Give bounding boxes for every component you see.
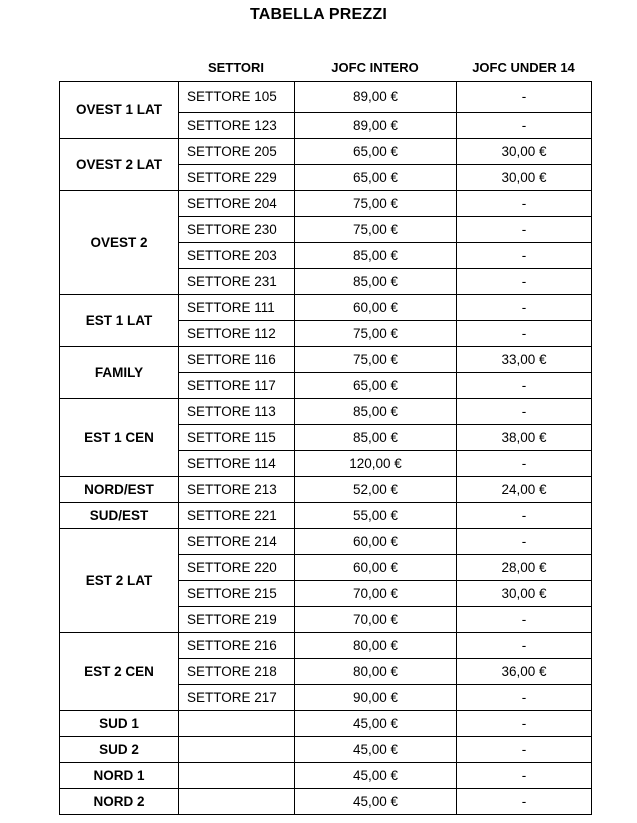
price-under14-cell: -	[457, 711, 592, 737]
price-under14-cell: 28,00 €	[457, 555, 592, 581]
price-intero-cell: 45,00 €	[295, 789, 457, 815]
price-under14-cell: 36,00 €	[457, 659, 592, 685]
sector-cell: SETTORE 214	[179, 529, 295, 555]
price-under14-cell: -	[457, 269, 592, 295]
sector-cell: SETTORE 204	[179, 191, 295, 217]
header-jofc-intero: JOFC INTERO	[331, 60, 419, 75]
price-intero-cell: 89,00 €	[295, 82, 457, 113]
table-row	[60, 711, 592, 737]
table-row	[60, 503, 592, 529]
zone-cell: EST 1 CEN	[60, 399, 179, 477]
sector-cell: SETTORE 218	[179, 659, 295, 685]
price-under14-cell: -	[457, 373, 592, 399]
price-intero-cell: 90,00 €	[295, 685, 457, 711]
sector-cell: SETTORE 230	[179, 217, 295, 243]
sector-cell: SETTORE 105	[179, 82, 295, 113]
table-row	[60, 295, 592, 321]
price-intero-cell: 70,00 €	[295, 607, 457, 633]
price-intero-cell: 85,00 €	[295, 243, 457, 269]
sector-cell: SETTORE 213	[179, 477, 295, 503]
price-under14-cell: -	[457, 737, 592, 763]
price-under14-cell: -	[457, 763, 592, 789]
price-intero-cell: 60,00 €	[295, 295, 457, 321]
sector-cell	[179, 789, 295, 815]
zone-cell: EST 2 CEN	[60, 633, 179, 711]
price-intero-cell: 65,00 €	[295, 165, 457, 191]
price-under14-cell: -	[457, 295, 592, 321]
zone-cell: NORD/EST	[60, 477, 179, 503]
sector-cell: SETTORE 215	[179, 581, 295, 607]
price-under14-cell: -	[457, 113, 592, 139]
price-under14-cell: -	[457, 685, 592, 711]
price-intero-cell: 80,00 €	[295, 659, 457, 685]
sector-cell: SETTORE 111	[179, 295, 295, 321]
sector-cell	[179, 763, 295, 789]
sector-cell: SETTORE 220	[179, 555, 295, 581]
price-under14-cell: -	[457, 217, 592, 243]
zone-cell: SUD 2	[60, 737, 179, 763]
zone-cell: NORD 2	[60, 789, 179, 815]
table-row	[60, 347, 592, 373]
sector-cell: SETTORE 205	[179, 139, 295, 165]
zone-cell: SUD 1	[60, 711, 179, 737]
zone-cell: OVEST 2 LAT	[60, 139, 179, 191]
header-settori: SETTORI	[207, 60, 265, 75]
price-under14-cell: -	[457, 633, 592, 659]
zone-cell: EST 2 LAT	[60, 529, 179, 633]
price-intero-cell: 89,00 €	[295, 113, 457, 139]
price-intero-cell: 75,00 €	[295, 347, 457, 373]
price-under14-cell: 33,00 €	[457, 347, 592, 373]
price-intero-cell: 65,00 €	[295, 373, 457, 399]
price-under14-cell: 30,00 €	[457, 165, 592, 191]
price-under14-cell: 38,00 €	[457, 425, 592, 451]
price-under14-cell: -	[457, 321, 592, 347]
price-under14-cell: -	[457, 529, 592, 555]
zone-cell: EST 1 LAT	[60, 295, 179, 347]
price-under14-cell: -	[457, 607, 592, 633]
zone-cell: FAMILY	[60, 347, 179, 399]
price-under14-cell: -	[457, 789, 592, 815]
sector-cell: SETTORE 203	[179, 243, 295, 269]
table-row	[60, 633, 592, 659]
table-row	[60, 737, 592, 763]
price-under14-cell: -	[457, 399, 592, 425]
sector-cell	[179, 737, 295, 763]
price-table-body	[60, 82, 592, 815]
price-under14-cell: -	[457, 451, 592, 477]
zone-cell: NORD 1	[60, 763, 179, 789]
price-intero-cell: 45,00 €	[295, 711, 457, 737]
sector-cell: SETTORE 117	[179, 373, 295, 399]
price-under14-cell: -	[457, 82, 592, 113]
price-under14-cell: 30,00 €	[457, 139, 592, 165]
price-under14-cell: -	[457, 243, 592, 269]
sector-cell: SETTORE 219	[179, 607, 295, 633]
sector-cell: SETTORE 116	[179, 347, 295, 373]
sector-cell: SETTORE 221	[179, 503, 295, 529]
header-jofc-under-14: JOFC UNDER 14	[472, 60, 575, 75]
sector-cell: SETTORE 231	[179, 269, 295, 295]
price-intero-cell: 75,00 €	[295, 217, 457, 243]
price-intero-cell: 75,00 €	[295, 321, 457, 347]
price-intero-cell: 65,00 €	[295, 139, 457, 165]
price-under14-cell: 24,00 €	[457, 477, 592, 503]
price-intero-cell: 52,00 €	[295, 477, 457, 503]
table-row	[60, 763, 592, 789]
price-table	[59, 81, 592, 815]
price-under14-cell: -	[457, 503, 592, 529]
sector-cell: SETTORE 114	[179, 451, 295, 477]
zone-cell: OVEST 2	[60, 191, 179, 295]
zone-cell: OVEST 1 LAT	[60, 82, 179, 139]
sector-cell	[179, 711, 295, 737]
table-row	[60, 477, 592, 503]
price-intero-cell: 55,00 €	[295, 503, 457, 529]
table-row	[60, 139, 592, 165]
price-intero-cell: 85,00 €	[295, 269, 457, 295]
price-intero-cell: 60,00 €	[295, 555, 457, 581]
table-row	[60, 191, 592, 217]
price-under14-cell: -	[457, 191, 592, 217]
price-intero-cell: 85,00 €	[295, 425, 457, 451]
zone-cell: SUD/EST	[60, 503, 179, 529]
price-intero-cell: 70,00 €	[295, 581, 457, 607]
sector-cell: SETTORE 113	[179, 399, 295, 425]
sector-cell: SETTORE 123	[179, 113, 295, 139]
table-row	[60, 529, 592, 555]
table-row	[60, 82, 592, 113]
page-title: TABELLA PREZZI	[249, 6, 387, 23]
price-intero-cell: 80,00 €	[295, 633, 457, 659]
sector-cell: SETTORE 217	[179, 685, 295, 711]
price-intero-cell: 75,00 €	[295, 191, 457, 217]
sector-cell: SETTORE 112	[179, 321, 295, 347]
table-row	[60, 399, 592, 425]
price-intero-cell: 60,00 €	[295, 529, 457, 555]
sector-cell: SETTORE 216	[179, 633, 295, 659]
table-row	[60, 789, 592, 815]
sector-cell: SETTORE 115	[179, 425, 295, 451]
price-intero-cell: 45,00 €	[295, 737, 457, 763]
price-intero-cell: 120,00 €	[295, 451, 457, 477]
price-intero-cell: 45,00 €	[295, 763, 457, 789]
price-under14-cell: 30,00 €	[457, 581, 592, 607]
price-intero-cell: 85,00 €	[295, 399, 457, 425]
sector-cell: SETTORE 229	[179, 165, 295, 191]
